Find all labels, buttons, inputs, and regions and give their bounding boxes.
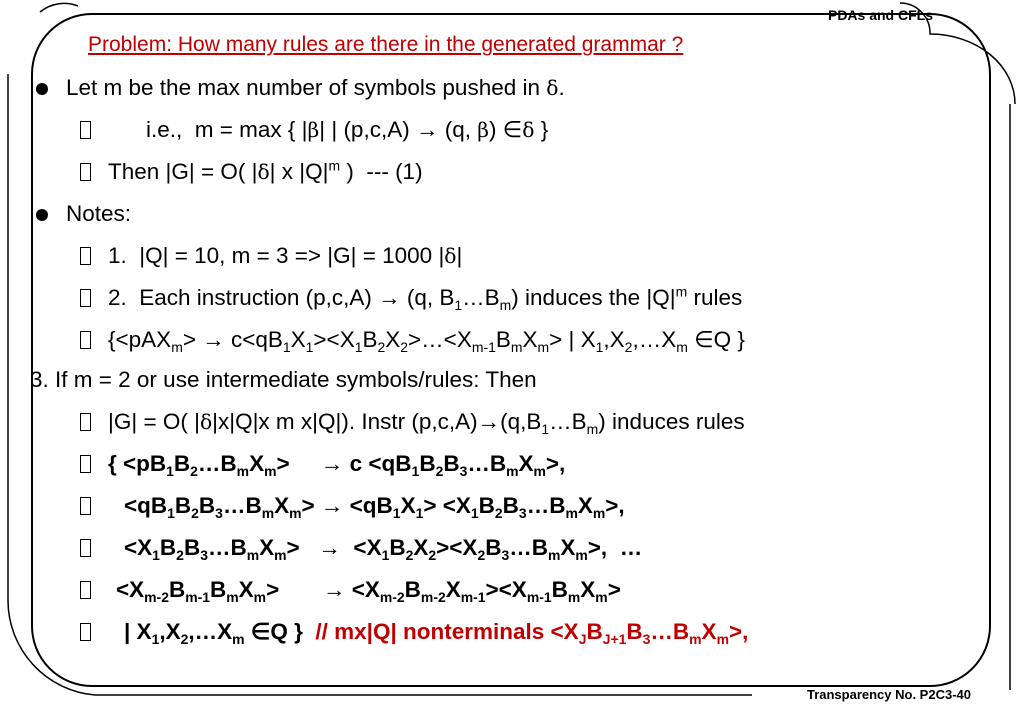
line-note-3: 3. If m = 2 or use intermediate symbols/rules: Then <box>30 367 537 392</box>
line-m-definition: i.e., m = max { |β| | (p,c,A) → (q, β) ∈δ } <box>146 117 549 142</box>
line-rule-4: $<X_{m-2}B_{m-1}B_mX_m>$ → $<X_{m-2}B_{m-2}X_{m-1}><X_{m-1}B_mX_m>$ <box>116 577 621 605</box>
line-rule-1: { $<pB_1B_2\dots B_mX_m>$ → $c <qB_1B_2B_3\dots B_mX_m>$, <box>108 451 566 479</box>
sub-bullet-icon <box>80 413 91 431</box>
sub-bullet-icon <box>80 163 91 181</box>
bullet-dot <box>36 209 48 221</box>
sub-bullet-icon <box>80 247 91 265</box>
sub-bullet-icon <box>80 539 91 557</box>
line-notes: Notes: <box>66 201 132 226</box>
slide-title: Problem: How many rules are there in the generated grammar ? <box>88 33 684 56</box>
line-rule-5: | $X_1,X_2,\dots X_m$ ∈Q } // mx|Q| nonterminals $<X_JB_{J+1}B_3\dots B_mX_m>$, <box>124 619 749 647</box>
sub-bullet-icon <box>80 581 91 599</box>
line-grammar-size: Then |G| = O( |δ| x $|Q|^m$ ) --- (1) <box>108 157 423 184</box>
sub-bullet-icon <box>80 121 91 139</box>
sub-bullet-icon <box>80 623 91 641</box>
nonterminal-count-note: // mx|Q| nonterminals $<X_JB_{J+1}B_3\dots B_mX_m>$, <box>315 619 749 647</box>
line-note-1: 1. |Q| = 10, m = 3 => |G| = 1000 |δ| <box>108 243 463 268</box>
line-rule-3: $<X_1B_2B_3\dots B_mX_m>$ → $<X_1B_2X_2><X_2B_3\dots B_mX_m>$, … <box>124 535 643 563</box>
line-grammar-size-2: |G| = O( |δ|x|Q|x m x|Q|). Instr $(p,c,A)\to(q,B_1\dots B_m)$ induces rules <box>108 409 745 437</box>
footer-label: Transparency No. P2C3-40 <box>806 687 971 702</box>
sub-bullet-icon <box>80 289 91 307</box>
sub-bullet-icon <box>80 331 91 349</box>
line-max-symbols: Let m be the max number of symbols pushed in δ. <box>66 75 565 100</box>
header-label: PDAs and CFLs <box>827 7 933 23</box>
bullet-dot <box>36 83 48 95</box>
line-rule-set: {$<pAX_m> \to c<qB_1X_1><X_1B_2X_2>\dots<X_{m-1}B_mX_m>$ | $X_1,X_2,\dots X_m$ ∈Q } <box>108 327 745 355</box>
sub-bullet-icon <box>80 455 91 473</box>
sub-bullet-icon <box>80 497 91 515</box>
line-rule-2: $<qB_1B_2B_3\dots B_mX_m> \to <qB_1X_1>$ $<X_1B_2B_3\dots B_mX_m>$, <box>124 493 625 521</box>
line-note-2: 2. Each instruction (p,c,A) → (q, $B_1\dots B_m$) induces the $|Q|^m$ rules <box>108 283 743 313</box>
